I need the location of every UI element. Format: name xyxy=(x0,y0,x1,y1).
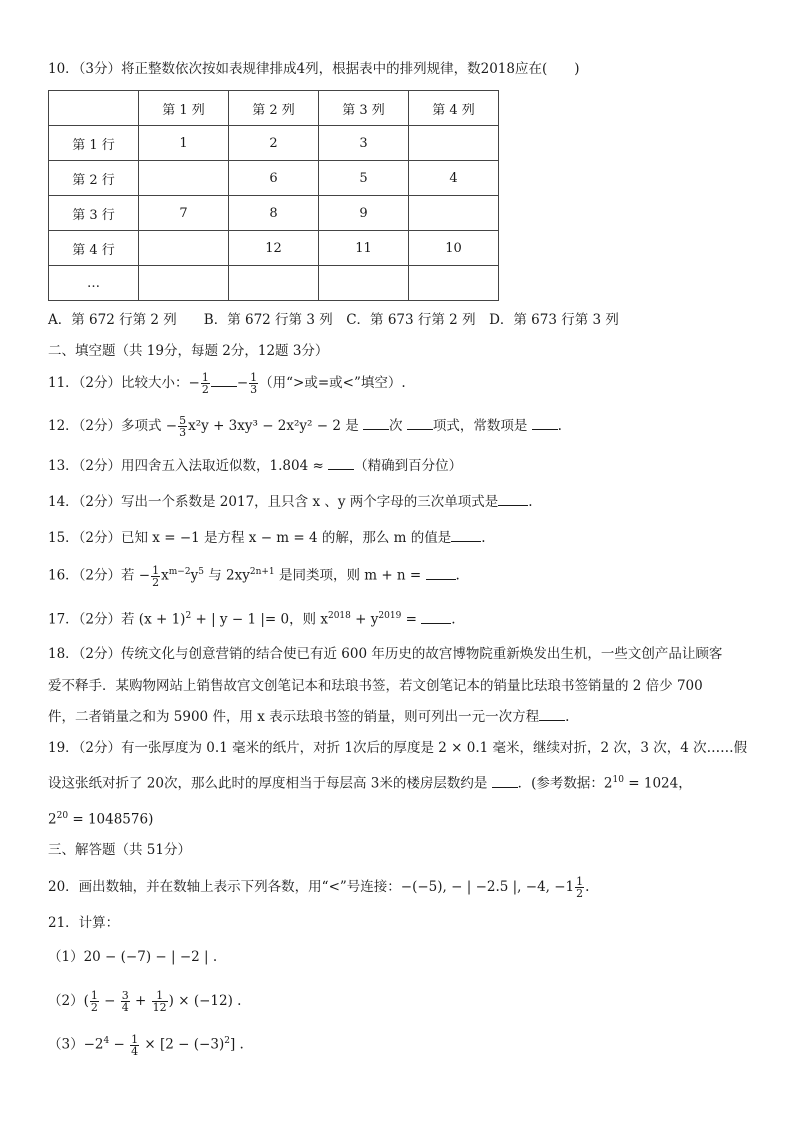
q21-part-2 xyxy=(48,990,241,1013)
q21-heading: 21．计算： xyxy=(48,915,120,931)
table-cell xyxy=(139,266,229,301)
q18-period: . xyxy=(565,709,570,725)
q11 xyxy=(48,372,406,395)
q17 xyxy=(48,607,456,629)
denominator: 2 xyxy=(201,383,209,396)
q14-text: 14．（2分）写出一个系数是 2017，且只含 x 、y 两个字母的三次单项式是 xyxy=(48,494,499,510)
q10-stem: 10．（3分）将正整数依次按如表规律排成4列，根据表中的排列规律，数2018应在( ) xyxy=(48,61,580,77)
denominator: 2 xyxy=(90,1001,98,1014)
denominator: 3 xyxy=(250,383,258,396)
table-cell: 12 xyxy=(229,231,319,266)
q21-text: ) × (−12) . xyxy=(168,993,242,1009)
q14-period: . xyxy=(528,494,533,510)
fraction xyxy=(90,990,99,1013)
exponent: 2019 xyxy=(378,611,402,621)
denominator: 4 xyxy=(121,1001,129,1014)
q12 xyxy=(48,415,562,438)
table-cell: 第 2 列 xyxy=(229,91,319,126)
answer-blank[interactable] xyxy=(539,708,565,721)
denominator: 2 xyxy=(152,575,160,589)
q17-text: . xyxy=(451,611,456,628)
q18-text: 件，二者销量之和为 5900 件，用 x 表示珐琅书签的销量，则可列出一元一次方程 xyxy=(48,709,540,725)
table-cell: 第 3 列 xyxy=(319,91,409,126)
q19-text: ．(参考数据：2 xyxy=(517,775,613,792)
table-cell: 7 xyxy=(139,196,229,231)
q21-text: ] . xyxy=(229,1036,244,1053)
numerator: 1 xyxy=(131,1032,139,1046)
table-cell: 4 xyxy=(409,161,499,196)
exponent: 10 xyxy=(612,775,624,785)
table-cell: 6 xyxy=(229,161,319,196)
table-cell: 2 xyxy=(229,126,319,161)
fraction xyxy=(151,565,160,588)
q12-text: 次 xyxy=(389,418,403,434)
q16-text: 是同类项，则 m + n = xyxy=(274,567,422,584)
q20-text: . xyxy=(585,879,590,895)
q19-line-3 xyxy=(48,807,153,829)
q20-text: 20．画出数轴，并在数轴上表示下列各数，用“<”号连接：−(−5), − | −2.5 |, −4, −1 xyxy=(48,879,575,895)
answer-blank[interactable] xyxy=(407,417,433,430)
exponent: 4 xyxy=(103,1036,110,1046)
table-row xyxy=(49,126,499,161)
q21-text: （3）−2 xyxy=(48,1036,104,1053)
q13-text: 13．（2分）用四舍五入法取近似数，1.804 ≈ xyxy=(48,458,324,474)
table-cell: 3 xyxy=(319,126,409,161)
q15-text: 15．（2分）已知 x = −1 是方程 x − m = 4 的解，那么 m 的值是 xyxy=(48,530,452,546)
q19-text: = 1048576) xyxy=(68,811,154,828)
q16-text: . xyxy=(455,567,460,584)
table-row xyxy=(49,231,499,266)
q11-text: − xyxy=(236,375,249,391)
q19-text: 2 xyxy=(48,811,57,828)
q19-text: = 1024， xyxy=(623,775,692,792)
q16-text: 16．（2分）若 − xyxy=(48,567,151,584)
answer-blank[interactable] xyxy=(451,529,481,542)
table-cell: 5 xyxy=(319,161,409,196)
fraction xyxy=(249,372,258,395)
q21-text: − xyxy=(109,1036,130,1053)
table-cell xyxy=(409,196,499,231)
table-cell: 第 3 行 xyxy=(49,196,139,231)
q17-text: 17．（2分）若 (x + 1) xyxy=(48,611,186,628)
table-row xyxy=(49,91,499,126)
answer-blank[interactable] xyxy=(532,417,558,430)
table-cell xyxy=(49,91,139,126)
table-cell xyxy=(139,231,229,266)
table-cell: 第 2 行 xyxy=(49,161,139,196)
table-cell: 1 xyxy=(139,126,229,161)
denominator: 2 xyxy=(576,887,584,900)
answer-blank[interactable] xyxy=(363,417,389,430)
table-cell: 8 xyxy=(229,196,319,231)
table-row xyxy=(49,161,499,196)
fraction xyxy=(130,1034,139,1057)
q12-text: 项式，常数项是 xyxy=(432,418,528,434)
q19-line-1: 19．（2分）有一张厚度为 0.1 毫米的纸片，对折 1次后的厚度是 2 × 0.1 毫米，继续对折，2 次，3 次，4 次……假 xyxy=(48,740,748,756)
table-cell xyxy=(139,161,229,196)
q19-text: 设这张纸对折了 20次，那么此时的厚度相当于每层高 3米的楼房层数约是 xyxy=(48,775,488,792)
answer-blank[interactable] xyxy=(492,775,518,788)
q19-line-2 xyxy=(48,771,692,793)
table-row xyxy=(49,196,499,231)
numerator: 1 xyxy=(201,371,209,384)
table-cell xyxy=(409,266,499,301)
table-cell: 9 xyxy=(319,196,409,231)
table-cell xyxy=(409,126,499,161)
q16-text: y xyxy=(190,567,199,584)
q21-text: − xyxy=(99,993,120,1009)
q17-text: + y xyxy=(350,611,379,628)
q17-text: = xyxy=(401,611,417,628)
table-cell xyxy=(319,266,409,301)
q16-text: x xyxy=(161,567,169,584)
q11-text: 11．（2分）比较大小：− xyxy=(48,375,200,391)
numerator: 1 xyxy=(152,563,160,577)
table-cell: 第 1 列 xyxy=(139,91,229,126)
q12-text: . xyxy=(557,418,562,434)
answer-blank[interactable] xyxy=(421,611,451,624)
table-cell xyxy=(229,266,319,301)
denominator: 3 xyxy=(179,426,187,439)
q18-line-3 xyxy=(48,708,569,726)
q15 xyxy=(48,529,486,547)
q21-text: × [2 − (−3) xyxy=(140,1036,225,1053)
q12-text: 12．（2分）多项式 − xyxy=(48,418,178,434)
table-cell: 第 4 行 xyxy=(49,231,139,266)
table-cell: 10 xyxy=(409,231,499,266)
q13-text: （精确到百分位） xyxy=(354,458,463,474)
numerator: 3 xyxy=(121,989,129,1002)
q21-part-1: （1）20 − (−7) − | −2 | . xyxy=(48,949,218,965)
table-row xyxy=(49,266,499,301)
exponent: 20 xyxy=(56,811,69,821)
numerator: 5 xyxy=(179,414,187,427)
q21-text: （2）( xyxy=(48,993,89,1009)
q18-line-1: 18．（2分）传统文化与创意营销的结合使已有近 600 年历史的故宫博物院重新焕发出生机，一些文创产品让顾客 xyxy=(48,646,723,662)
numerator: 1 xyxy=(576,875,584,888)
answer-blank[interactable] xyxy=(498,493,528,506)
q21-part-3 xyxy=(48,1032,244,1057)
denominator: 12 xyxy=(152,1001,167,1014)
exponent: m−2 xyxy=(168,567,191,577)
q14 xyxy=(48,493,533,511)
table-cell: … xyxy=(49,266,139,301)
q13 xyxy=(48,457,462,475)
numerator: 1 xyxy=(90,989,98,1002)
section3-heading: 三、解答题（共 51分） xyxy=(48,842,191,858)
fraction xyxy=(201,372,210,395)
q18-line-2: 爱不释手．某购物网站上销售故宫文创笔记本和珐琅书签，若文创笔记本的销量比珐琅书签销量的 2 倍少 700 xyxy=(48,678,703,694)
fraction xyxy=(178,415,187,438)
exponent: 2 xyxy=(185,611,192,621)
fraction xyxy=(121,990,130,1013)
fraction xyxy=(575,876,584,899)
answer-blank[interactable] xyxy=(328,457,354,470)
section2-heading: 二、填空题（共 19分，每题 2分，12题 3分） xyxy=(48,343,329,359)
q10-table xyxy=(48,90,499,301)
exponent: 2018 xyxy=(327,611,351,621)
fraction xyxy=(152,990,168,1013)
q17-text: + | y − 1 |= 0，则 x xyxy=(191,611,328,628)
answer-blank[interactable] xyxy=(211,374,237,387)
table-cell: 第 4 列 xyxy=(409,91,499,126)
table-cell: 11 xyxy=(319,231,409,266)
numerator: 1 xyxy=(250,371,258,384)
numerator: 1 xyxy=(152,990,168,1002)
q21-text: + xyxy=(130,993,151,1009)
q16-text: 与 2xy xyxy=(203,567,250,584)
q11-text: （用“>或=或<”填空）. xyxy=(259,375,406,391)
q12-text: x²y + 3xy³ − 2x²y² − 2 是 xyxy=(188,418,359,434)
q20 xyxy=(48,876,589,899)
answer-blank[interactable] xyxy=(426,567,456,580)
table-cell: 第 1 行 xyxy=(49,126,139,161)
q15-text: . xyxy=(481,530,486,546)
q10-options: A．第 672 行第 2 列 B．第 672 行第 3 列 C．第 673 行第 2 列 D．第 673 行第 3 列 xyxy=(48,312,619,328)
exponent: 2 xyxy=(224,1036,230,1046)
exponent: 2n+1 xyxy=(249,567,275,577)
q16 xyxy=(48,563,460,588)
denominator: 4 xyxy=(131,1044,139,1058)
exponent: 5 xyxy=(198,567,204,577)
